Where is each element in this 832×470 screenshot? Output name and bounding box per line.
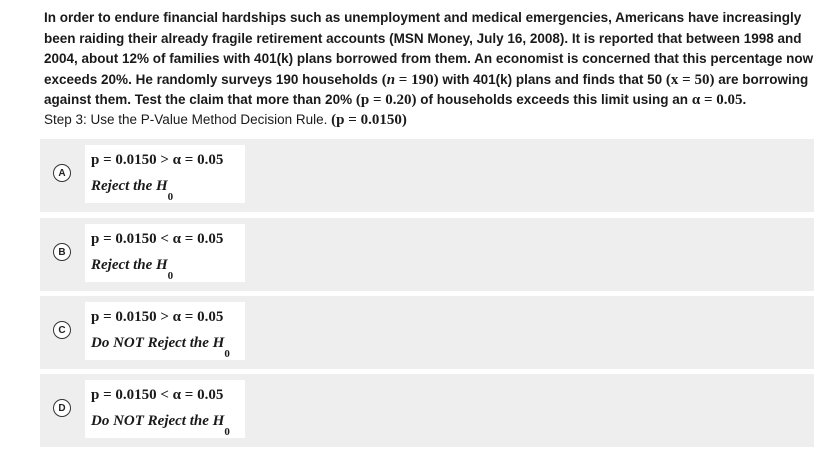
option-content [85,302,245,360]
answer-option-d[interactable] [40,374,814,447]
option-content [85,145,245,203]
option-decision: Reject the $H_0$ [91,178,174,203]
option-letter-a[interactable]: A [53,164,71,182]
alpha-expression: α = 0.05 [691,92,743,108]
option-content [85,380,245,438]
option-decision: Reject the $H_0$ [91,257,174,282]
step-p-expression: (p = 0.0150) [331,112,407,128]
option-comparison: p = 0.0150 < α = 0.05 [91,387,224,403]
step-instruction: Step 3: Use the P-Value Method Decision Rule. (p = 0.0150) [44,112,407,128]
answer-option-b[interactable] [40,218,814,291]
answer-option-c[interactable] [40,296,814,369]
option-comparison: p = 0.0150 > α = 0.05 [91,309,224,325]
option-comparison: p = 0.0150 < α = 0.05 [91,231,224,247]
question-text: In order to endure financial hardships such as unemployment and medical emergencies, Americans have increasingly been raiding their already fragile retirement accounts (MSN Money, July 16, 2008). It is reported that between 1998 and 2004, about 12% of families with 401(k) plans borrowed from them. An economist is concerned that this percentage now exceeds 20%. He randomly surveys 190 households (n = 190) with 401(k) plans and finds that 50 (x = 50) are borrowing against them. Test the claim that more than 20% (p = 0.20) of households exceeds this limit using an α = 0.05. [44,10,814,108]
option-decision: Do NOT Reject the $H_0$ [91,413,230,438]
option-letter-b[interactable]: B [53,243,71,261]
answer-option-a[interactable] [40,139,814,212]
option-decision: Do NOT Reject the $H_0$ [91,335,230,360]
option-comparison: p = 0.0150 > α = 0.05 [91,152,224,168]
option-letter-d[interactable]: D [53,399,71,417]
x-expression: (x = 50) [665,71,715,88]
p-expression: (p = 0.20) [355,92,417,108]
n-expression: (n = 190) [381,71,439,88]
option-content [85,224,245,282]
option-letter-c[interactable]: C [53,321,71,339]
